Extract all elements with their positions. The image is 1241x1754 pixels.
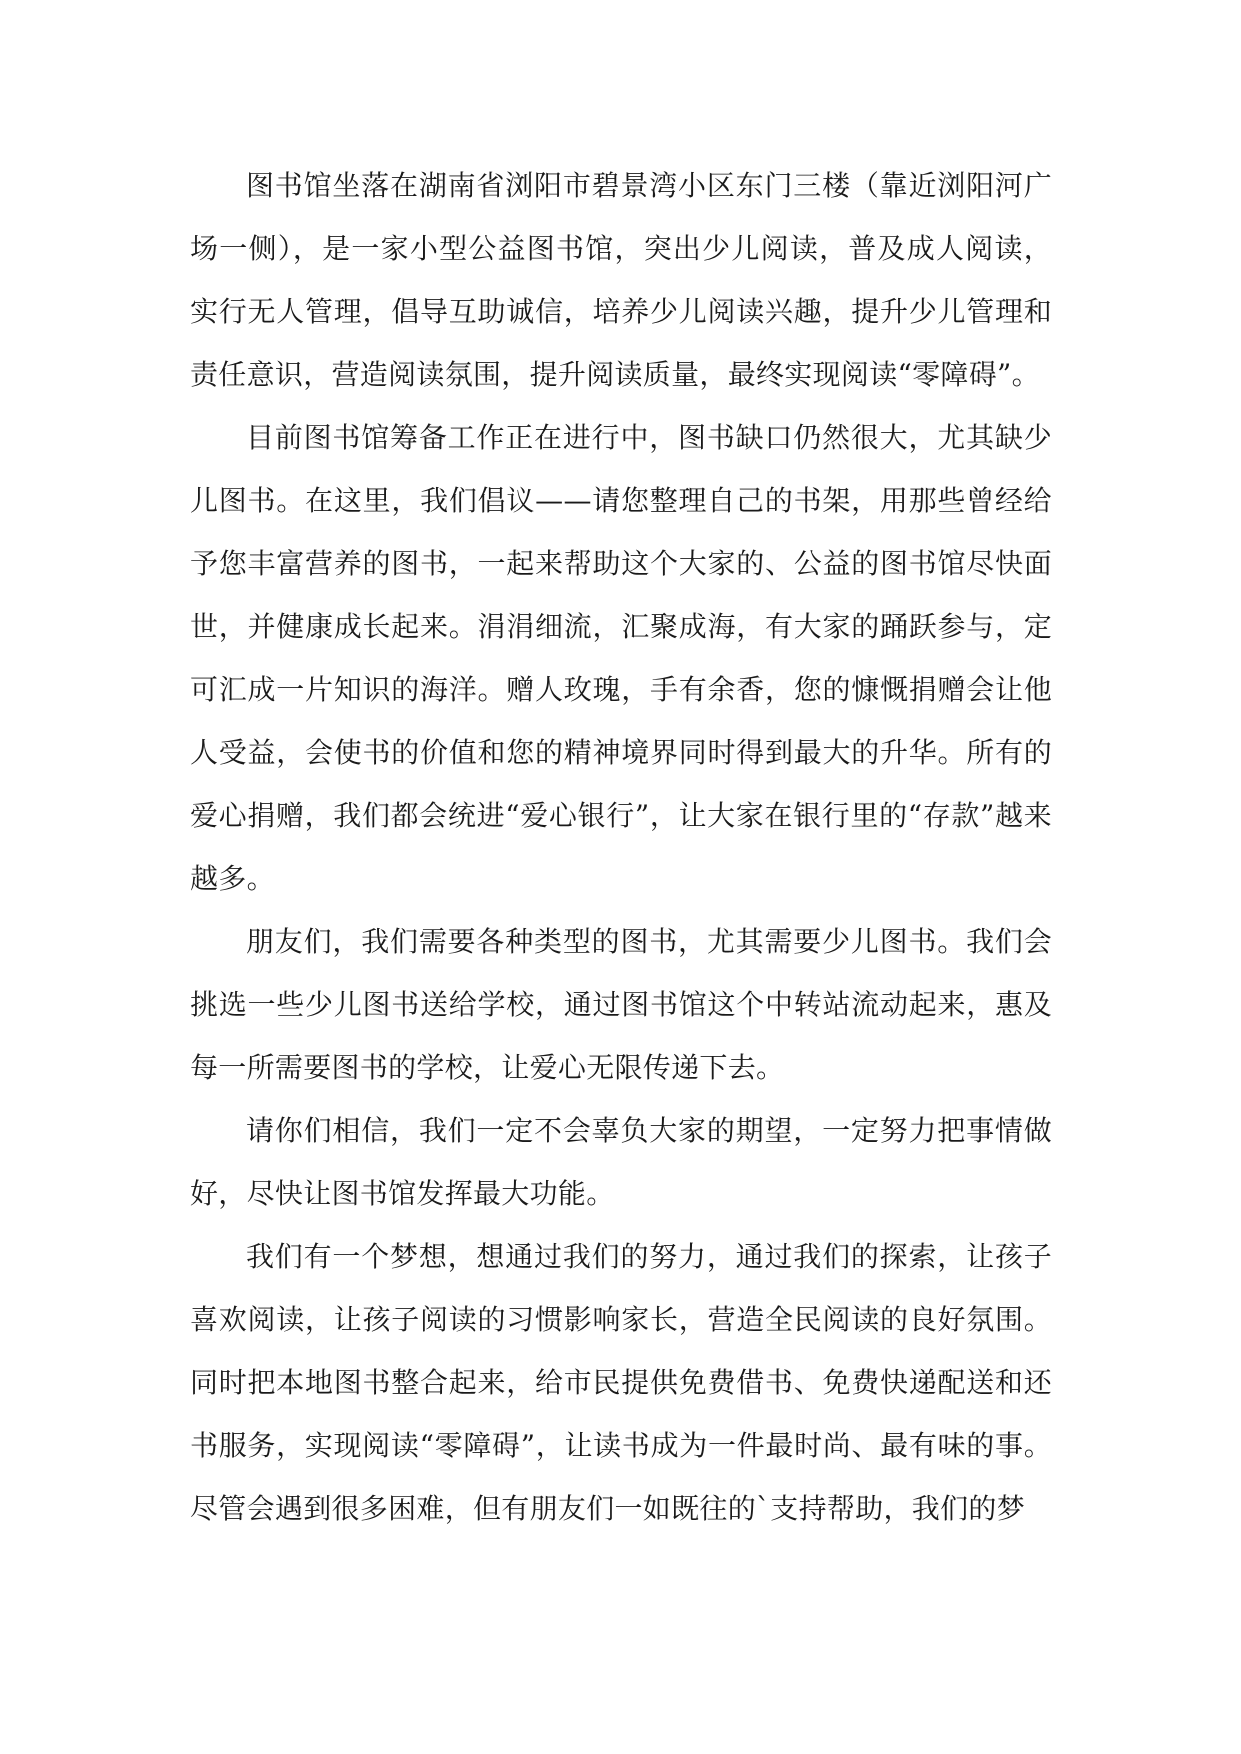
document-body — [190, 154, 1052, 1540]
paragraph-promise: 请你们相信，我们一定不会辜负大家的期望，一定努力把事情做好，尽快让图书馆发挥最大功能。 — [190, 1114, 1052, 1210]
paragraph-library-intro: 图书馆坐落在湖南省浏阳市碧景湾小区东门三楼（靠近浏阳河广场一侧），是一家小型公益图书馆，突出少儿阅读，普及成人阅读，实行无人管理，倡导互助诚信，培养少儿阅读兴趣，提升少儿管理和责任意识，营造阅读氛围，提升阅读质量，最终实现阅读“零障碍”。 — [190, 169, 1052, 391]
paragraph-book-donation-appeal: 目前图书馆筹备工作正在进行中，图书缺口仍然很大，尤其缺少儿图书。在这里，我们倡议——请您整理自己的书架，用那些曾经给予您丰富营养的图书，一起来帮助这个大家的、公益的图书馆尽快面世，并健康成长起来。涓涓细流，汇聚成海，有大家的踊跃参与，定可汇成一片知识的海洋。赠人玫瑰，手有余香，您的慷慨捐赠会让他人受益，会使书的价值和您的精神境界同时得到最大的升华。所有的爱心捐赠，我们都会统进“爱心银行”，让大家在银行里的“存款”越来越多。 — [190, 421, 1052, 895]
paragraph-dream: 我们有一个梦想，想通过我们的努力，通过我们的探索，让孩子喜欢阅读，让孩子阅读的习惯影响家长，营造全民阅读的良好氛围。同时把本地图书整合起来，给市民提供免费借书、免费快递配送和还书服务，实现阅读“零障碍”，让读书成为一件最时尚、最有味的事。尽管会遇到很多困难，但有朋友们一如既往的`支持帮助，我们的梦 — [190, 1240, 1052, 1525]
paragraph-children-books-need: 朋友们，我们需要各种类型的图书，尤其需要少儿图书。我们会挑选一些少儿图书送给学校，通过图书馆这个中转站流动起来，惠及每一所需要图书的学校，让爱心无限传递下去。 — [190, 925, 1052, 1084]
